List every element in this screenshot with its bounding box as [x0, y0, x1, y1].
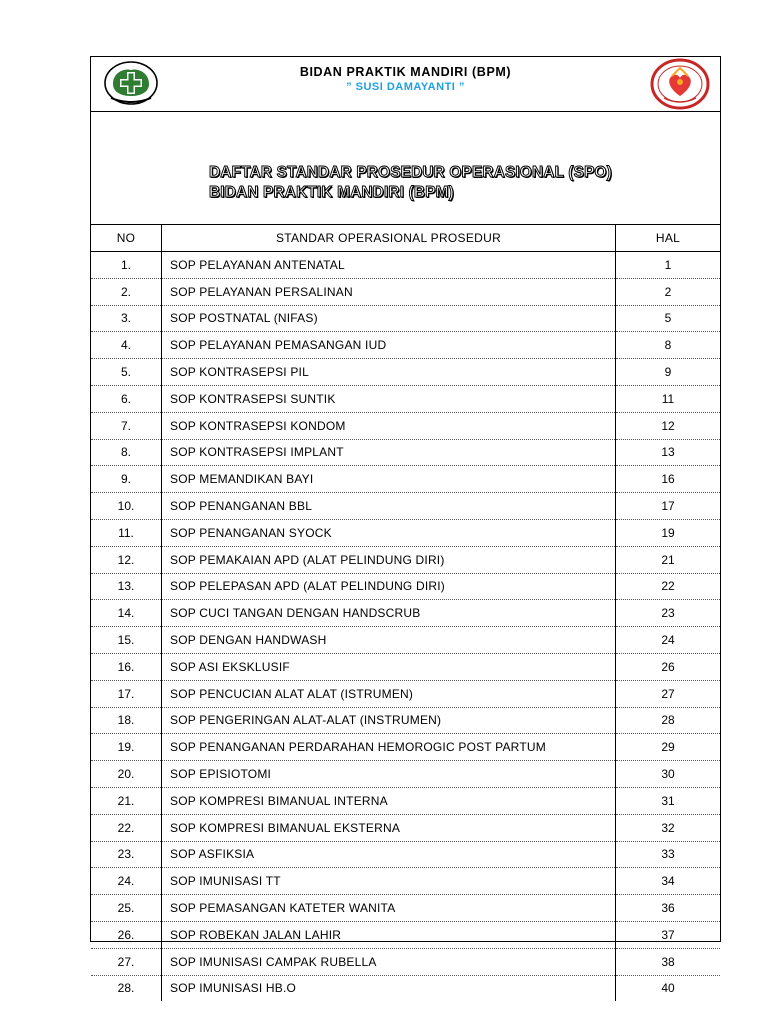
page-number: 19	[616, 519, 721, 546]
procedure-name: SOP PENANGANAN SYOCK	[162, 519, 616, 546]
row-number: 27.	[91, 948, 162, 975]
organization-seal-icon	[650, 58, 710, 110]
page-number: 32	[616, 814, 721, 841]
page-number: 33	[616, 841, 721, 868]
row-number: 4.	[91, 332, 162, 359]
page-number: 9	[616, 359, 721, 386]
row-number: 21.	[91, 787, 162, 814]
table-row	[91, 734, 720, 761]
row-number: 14.	[91, 600, 162, 627]
page-number: 8	[616, 332, 721, 359]
row-number: 18.	[91, 707, 162, 734]
procedure-name: SOP PENGERINGAN ALAT-ALAT (INSTRUMEN)	[162, 707, 616, 734]
document-title-line-2: BIDAN PRAKTIK MANDIRI (BPM)	[209, 184, 454, 201]
page-number: 5	[616, 305, 721, 332]
table-row	[91, 439, 720, 466]
letterhead	[91, 57, 720, 112]
procedure-name: SOP POSTNATAL (NIFAS)	[162, 305, 616, 332]
table-header-row	[91, 225, 720, 252]
table-row	[91, 921, 720, 948]
page-number: 17	[616, 493, 721, 520]
org-name: BIDAN PRAKTIK MANDIRI (BPM)	[299, 65, 512, 79]
procedure-name: SOP DENGAN HANDWASH	[162, 627, 616, 654]
row-number: 1.	[91, 252, 162, 279]
procedure-name: SOP KONTRASEPSI IMPLANT	[162, 439, 616, 466]
procedure-name: SOP IMUNISASI CAMPAK RUBELLA	[162, 948, 616, 975]
org-subtitle: ” SUSI DAMAYANTI ”	[346, 81, 465, 93]
page-number: 30	[616, 761, 721, 788]
page-number: 12	[616, 412, 721, 439]
page-number: 13	[616, 439, 721, 466]
page-number: 26	[616, 653, 721, 680]
table-row	[91, 868, 720, 895]
procedure-name: SOP PENANGANAN BBL	[162, 493, 616, 520]
sop-table	[91, 225, 720, 1001]
page-number: 27	[616, 680, 721, 707]
row-number: 28.	[91, 975, 162, 1001]
row-number: 2.	[91, 278, 162, 305]
row-number: 6.	[91, 385, 162, 412]
table-row	[91, 975, 720, 1001]
table-row	[91, 493, 720, 520]
table-row	[91, 680, 720, 707]
row-number: 13.	[91, 573, 162, 600]
table-row	[91, 761, 720, 788]
procedure-name: SOP EPISIOTOMI	[162, 761, 616, 788]
page-number: 34	[616, 868, 721, 895]
column-header-page: HAL	[616, 225, 721, 252]
row-number: 12.	[91, 546, 162, 573]
procedure-name: SOP PENANGANAN PERDARAHAN HEMOROGIC POST PARTUM	[162, 734, 616, 761]
row-number: 11.	[91, 519, 162, 546]
procedure-name: SOP PEMASANGAN KATETER WANITA	[162, 895, 616, 922]
table-row	[91, 359, 720, 386]
column-header-no: NO	[91, 225, 162, 252]
page-number: 21	[616, 546, 721, 573]
procedure-name: SOP IMUNISASI TT	[162, 868, 616, 895]
table-row	[91, 707, 720, 734]
procedure-name: SOP PEMAKAIAN APD (ALAT PELINDUNG DIRI)	[162, 546, 616, 573]
page-number: 16	[616, 466, 721, 493]
column-header-procedure: STANDAR OPERASIONAL PROSEDUR	[162, 225, 616, 252]
procedure-name: SOP PENCUCIAN ALAT ALAT (ISTRUMEN)	[162, 680, 616, 707]
row-number: 25.	[91, 895, 162, 922]
row-number: 15.	[91, 627, 162, 654]
table-row	[91, 573, 720, 600]
procedure-name: SOP KONTRASEPSI PIL	[162, 359, 616, 386]
procedure-name: SOP ASI EKSKLUSIF	[162, 653, 616, 680]
row-number: 24.	[91, 868, 162, 895]
table-row	[91, 627, 720, 654]
procedure-name: SOP KONTRASEPSI KONDOM	[162, 412, 616, 439]
row-number: 26.	[91, 921, 162, 948]
page-number: 23	[616, 600, 721, 627]
page-number: 22	[616, 573, 721, 600]
page-number: 37	[616, 921, 721, 948]
table-row	[91, 412, 720, 439]
page-number: 40	[661, 981, 675, 996]
table-row	[91, 466, 720, 493]
table-row	[91, 385, 720, 412]
page-number: 36	[616, 895, 721, 922]
row-number: 3.	[91, 305, 162, 332]
procedure-name: SOP PELAYANAN PERSALINAN	[162, 278, 616, 305]
page-number: 28	[616, 707, 721, 734]
table-row	[91, 305, 720, 332]
table-row	[91, 653, 720, 680]
table-row	[91, 332, 720, 359]
table-row	[91, 948, 720, 975]
page-number: 1	[616, 252, 721, 279]
procedure-name: SOP ROBEKAN JALAN LAHIR	[162, 921, 616, 948]
table-row	[91, 841, 720, 868]
procedure-name: SOP MEMANDIKAN BAYI	[162, 466, 616, 493]
procedure-name: SOP KOMPRESI BIMANUAL EKSTERNA	[162, 814, 616, 841]
row-number: 17.	[91, 680, 162, 707]
procedure-name: SOP PELAYANAN PEMASANGAN IUD	[162, 332, 616, 359]
table-row	[91, 600, 720, 627]
row-number: 22.	[91, 814, 162, 841]
table-row	[91, 895, 720, 922]
table-row	[91, 546, 720, 573]
document-frame	[90, 56, 721, 996]
document-title-area	[91, 112, 720, 996]
procedure-name: SOP IMUNISASI HB.O	[162, 975, 616, 1001]
procedure-name: SOP ASFIKSIA	[162, 841, 616, 868]
row-number: 9.	[91, 466, 162, 493]
table-row	[91, 519, 720, 546]
table-row	[91, 787, 720, 814]
table-row	[91, 252, 720, 279]
row-number: 10.	[91, 493, 162, 520]
row-number: 20.	[91, 761, 162, 788]
table-row	[91, 814, 720, 841]
procedure-name: SOP CUCI TANGAN DENGAN HANDSCRUB	[162, 600, 616, 627]
table-row	[91, 278, 720, 305]
page-number: 31	[616, 787, 721, 814]
row-number: 16.	[91, 653, 162, 680]
procedure-name: SOP KONTRASEPSI SUNTIK	[162, 385, 616, 412]
row-number: 8.	[91, 439, 162, 466]
page-number: 24	[616, 627, 721, 654]
page-number: 2	[616, 278, 721, 305]
table-body	[91, 252, 720, 1002]
document-title-line-1: DAFTAR STANDAR PROSEDUR OPERASIONAL (SPO)	[209, 164, 612, 181]
row-number: 19.	[91, 734, 162, 761]
procedure-name: SOP KOMPRESI BIMANUAL INTERNA	[162, 787, 616, 814]
procedure-name: SOP PELEPASAN APD (ALAT PELINDUNG DIRI)	[162, 573, 616, 600]
row-number: 23.	[91, 841, 162, 868]
page-number: 38	[616, 948, 721, 975]
procedure-name: SOP PELAYANAN ANTENATAL	[162, 252, 616, 279]
page-number: 29	[616, 734, 721, 761]
row-number: 7.	[91, 412, 162, 439]
page-number: 11	[616, 385, 721, 412]
row-number: 5.	[91, 359, 162, 386]
